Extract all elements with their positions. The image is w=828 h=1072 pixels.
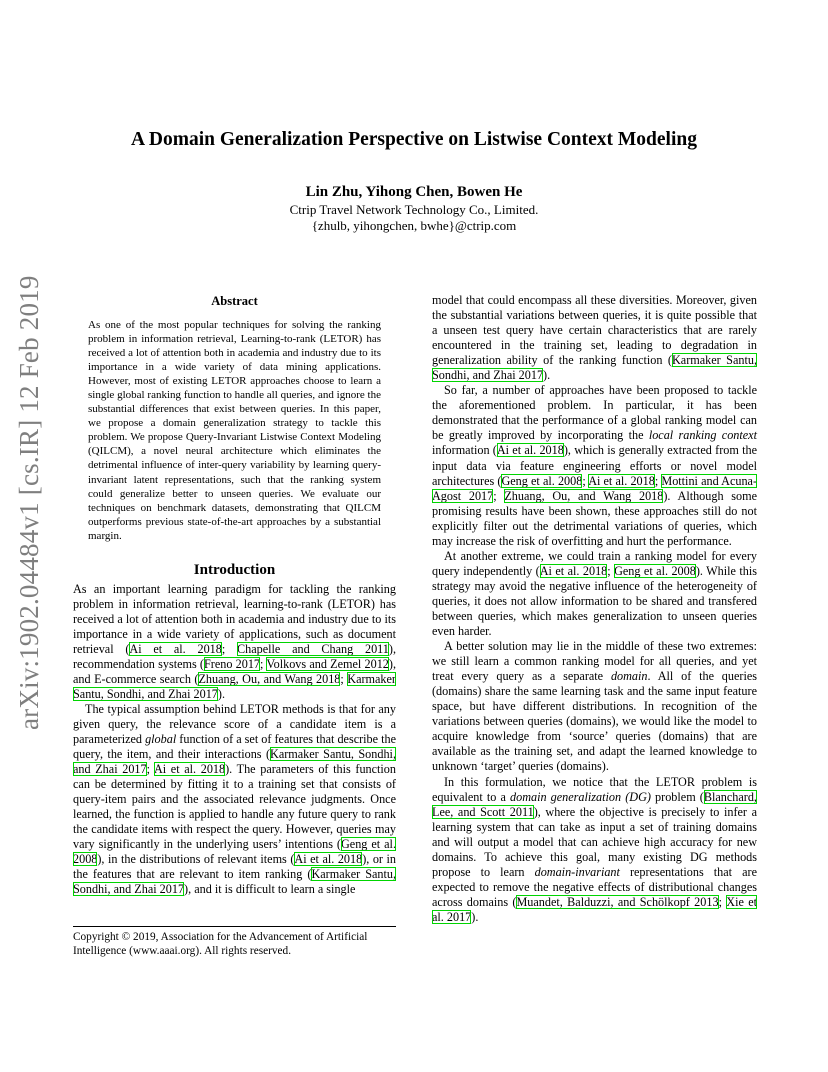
text-run: problem ( xyxy=(650,789,704,804)
text-run: . All of the queries (domains) share the same learning task and the same input feature space, but have different distributions. In recognition of the variations between queries (domains), we would like the model to acquire knowledge from ‘source’ queries (domains) that are available as the training set, and adapt the learned knowledge to unknown ‘target’ queries (domains). xyxy=(432,669,758,774)
text-run: ), in the distributions of relevant items ( xyxy=(97,851,295,866)
text-run: ), and E-commerce search ( xyxy=(73,656,396,686)
text-run: ). xyxy=(543,368,551,383)
emphasis-text: domain-invariant xyxy=(534,864,620,879)
text-run: representations that are expected to remove the negative effects of distributional changes across domains ( xyxy=(432,864,757,909)
text-run: So far, a number of approaches have been proposed to tackle the aforementioned problem. In particular, it has been demonstrated that the performance of a global ranking model can be greatly improved by incorporating the xyxy=(432,383,757,443)
left-column xyxy=(73,294,396,897)
author-affiliation xyxy=(0,202,828,234)
intro-paragraph-2 xyxy=(73,702,396,897)
intro-paragraph-3 xyxy=(432,383,757,549)
text-run: ; xyxy=(340,671,348,686)
text-run: model that could encompass all these diversities. Moreover, given the substantial variations between queries, it is quite possible that a unseen test query have certain characteristics that are rarely encountered in the training set, leading to degradation in generalization ability of the ranking function ( xyxy=(432,293,757,368)
text-run: A better solution may lie in the middle of these two extremes: we still learn a common ranking model for all queries, and yet treat every query as a separate xyxy=(432,639,757,684)
arxiv-identifier-stamp: arXiv:1902.04484v1 [cs.IR] 12 Feb 2019 xyxy=(14,275,44,730)
text-run: ), or in the features that are relevant to item ranking ( xyxy=(73,851,397,881)
text-run: ; xyxy=(221,641,237,656)
citation-link[interactable]: Muandet, Balduzzi, and Schölkopf 2013 xyxy=(516,894,719,909)
citation-link[interactable]: Mottini and Acuna-Agost 2017 xyxy=(432,473,758,503)
text-run: ; xyxy=(654,473,662,488)
citation-link[interactable]: Karmaker Santu, Sondhi, and Zhai 2017 xyxy=(432,353,757,383)
text-run: information ( xyxy=(432,443,497,458)
citation-link[interactable]: Freno 2017 xyxy=(203,656,261,671)
text-run: ), recommendation systems ( xyxy=(73,641,397,671)
text-run: As an important learning paradigm for tackling the ranking problem in information retrieval, learning-to-rank (LETOR) has received a lot of attention both in academia and industry due to its importance in a wide variety of applications, such as document retrieval ( xyxy=(73,581,396,656)
citation-link[interactable]: Ai et al. 2018 xyxy=(539,563,608,578)
text-run: ), which is generally extracted from the input data via feature engineering efforts or novel model architectures ( xyxy=(432,443,757,488)
text-run: ), and it is difficult to learn a single xyxy=(184,881,356,896)
citation-link[interactable]: Chapelle and Chang 2011 xyxy=(237,641,389,656)
citation-link[interactable]: Zhuang, Ou, and Wang 2018 xyxy=(504,488,664,503)
text-run: ). xyxy=(217,686,225,701)
emphasis-text: domain xyxy=(610,669,648,684)
text-run: ). xyxy=(471,909,479,924)
citation-link[interactable]: Ai et al. 2018 xyxy=(294,851,363,866)
author-emails: {zhulb, yihongchen, bwhe}@ctrip.com xyxy=(311,218,517,233)
text-run: In this formulation, we notice that the LETOR problem is equivalent to a xyxy=(432,774,757,804)
text-run: ; xyxy=(718,894,727,909)
citation-link[interactable]: Karmaker Santu, Sondhi, and Zhai 2017 xyxy=(73,671,396,701)
text-run: ; xyxy=(582,473,589,488)
text-run: At another extreme, we could train a ranking model for every query independently ( xyxy=(432,548,757,578)
abstract-heading: Abstract xyxy=(211,294,258,308)
text-run: ; xyxy=(493,488,505,503)
introduction-heading: Introduction xyxy=(193,561,276,578)
text-run: ; xyxy=(260,656,267,671)
emphasis-text: domain generalization (DG) xyxy=(510,789,651,804)
citation-link[interactable]: Blanchard, Lee, and Scott 2011 xyxy=(432,789,757,819)
text-run: function of a set of features that describe the query, the item, and their interactions ( xyxy=(73,731,396,761)
citation-link[interactable]: Ai et al. 2018 xyxy=(588,473,655,488)
text-run: The typical assumption behind LETOR methods is that for any given query, the relevance score of a candidate item is a parameterized xyxy=(73,701,396,746)
text-run: ). While this strategy may avoid the negative influence of the heterogeneity of queries, it does not allow information to be shared and transfered between queries, which makes generalization to unseen queries even harder. xyxy=(432,563,757,639)
citation-link[interactable]: Ai et al. 2018 xyxy=(129,641,222,656)
citation-link[interactable]: Karmaker Santu, Sondhi, and Zhai 2017 xyxy=(73,866,397,896)
text-run: ). The parameters of this function can be determined by fitting it to a training set that consists of query-item pairs and the associated relevance judgments. Once learned, the function is applied to handle any future query to rank the candidate items with respect the query. However, queries may vary significantly in the underlying users’ intentions ( xyxy=(73,761,396,851)
affiliation-line: Ctrip Travel Network Technology Co., Limited. xyxy=(289,202,539,217)
citation-link[interactable]: Karmaker Santu, Sondhi, and Zhai 2017 xyxy=(73,746,396,776)
intro-paragraph-1 xyxy=(73,582,396,702)
citation-link[interactable]: Zhuang, Ou, and Wang 2018 xyxy=(198,671,341,686)
paper-title: A Domain Generalization Perspective on Listwise Context Modeling xyxy=(131,129,697,150)
intro-paragraph-6 xyxy=(432,775,757,925)
citation-link[interactable]: Ai et al. 2018 xyxy=(496,443,564,458)
intro-paragraph-4 xyxy=(432,549,757,639)
emphasis-text: local ranking context xyxy=(648,428,757,443)
text-run: ; xyxy=(607,563,615,578)
intro-paragraph-5 xyxy=(432,639,757,774)
right-column xyxy=(432,293,757,925)
citation-link[interactable]: Ai et al. 2018 xyxy=(153,761,226,776)
citation-link[interactable]: Geng et al. 2008 xyxy=(73,836,396,866)
emphasis-text: global xyxy=(145,731,177,746)
citation-link[interactable]: Xie et al. 2017 xyxy=(432,894,757,924)
text-run: ; xyxy=(146,761,154,776)
citation-link[interactable]: Geng et al. 2008 xyxy=(501,473,583,488)
author-list: Lin Zhu, Yihong Chen, Bowen He xyxy=(305,184,523,200)
text-run: ). Although some promising results have been shown, these approaches still do not explicitly filter out the detrimental variations of queries, which may increase the risk of overfitting and hurt the performance. xyxy=(432,488,758,548)
abstract-text: As one of the most popular techniques for solving the ranking problem in information retrieval, Learning-to-rank (LETOR) has received a lot of attention both in academia and industry due to its importance in a wide variety of data mining applications. However, most of existing LETOR approaches choose to learn a single global ranking function to handle all queries, and ignore the substantial differences that exist between queries. In this paper, we propose a domain generalization strategy to tackle this problem. We propose Query-Invariant Listwise Context Modeling (QILCM), a novel neural architecture which eliminates the detrimental influence of inter-query variability by learning query-invariant latent representations, such that the ranking system could generalize better to unseen queries. We evaluate our techniques on benchmark datasets, demonstrating that QILCM outperforms previous state-of-the-art approaches by a substantial margin. xyxy=(88,319,381,542)
citation-link[interactable]: Volkovs and Zemel 2012 xyxy=(266,656,389,671)
text-run: ), where the objective is precisely to infer a learning system that can take as input a set of training domains and will output a model that can achieve high accuracy for new domains. To achieve this goal, many existing DG methods propose to learn xyxy=(432,804,757,879)
intro-paragraph-2-continued xyxy=(432,293,757,383)
copyright-notice: Copyright © 2019, Association for the Advancement of Artificial Intelligence (www.aaai.org). All rights reserved. xyxy=(73,926,396,958)
citation-link[interactable]: Geng et al. 2008 xyxy=(614,563,696,578)
